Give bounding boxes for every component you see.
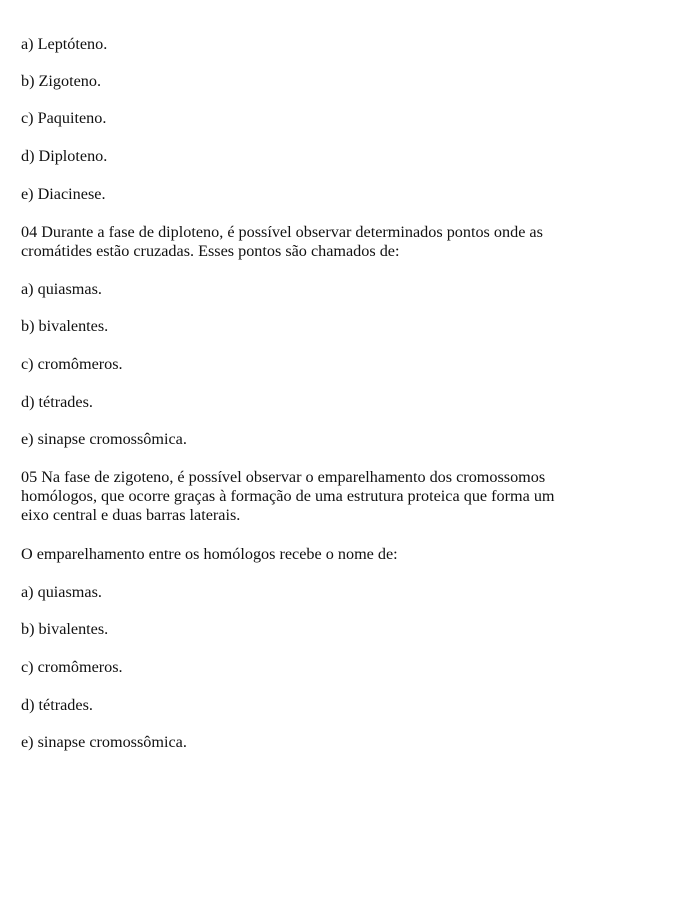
q4-option-e: e) sinapse cromossômica. — [21, 430, 187, 448]
q4-option-d: d) tétrades. — [21, 393, 93, 411]
option-b-zigoteno: b) Zigoteno. — [21, 72, 102, 90]
question-05-line-2: homólogos, que ocorre graças à formação de uma estrutura proteica que forma um — [21, 487, 555, 505]
question-04-line-1: 04 Durante a fase de diploteno, é possível observar determinados pontos onde as — [21, 223, 543, 241]
option-c-paquiteno: c) Paquiteno. — [21, 109, 107, 127]
q4-option-c: c) cromômeros. — [21, 355, 123, 373]
question-04-text — [21, 223, 621, 261]
question-04-line-2: cromátides estão cruzadas. Esses pontos são chamados de: — [21, 242, 400, 260]
question-05-line-1: 05 Na fase de zigoteno, é possível observar o emparelhamento dos cromossomos — [21, 468, 546, 486]
q5-option-d: d) tétrades. — [21, 696, 93, 714]
option-a-leptoteno: a) Leptóteno. — [21, 35, 108, 53]
q5-option-e: e) sinapse cromossômica. — [21, 733, 187, 751]
question-05-line-3: eixo central e duas barras laterais. — [21, 506, 241, 524]
q5-option-a: a) quiasmas. — [21, 583, 102, 601]
question-05-text — [21, 468, 621, 525]
q4-option-a: a) quiasmas. — [21, 280, 102, 298]
q5-option-b: b) bivalentes. — [21, 620, 109, 638]
question-05-prompt: O emparelhamento entre os homólogos recebe o nome de: — [21, 545, 398, 563]
q4-option-b: b) bivalentes. — [21, 317, 109, 335]
option-e-diacinese: e) Diacinese. — [21, 185, 106, 203]
q5-option-c: c) cromômeros. — [21, 658, 123, 676]
option-d-diploteno: d) Diploteno. — [21, 147, 108, 165]
